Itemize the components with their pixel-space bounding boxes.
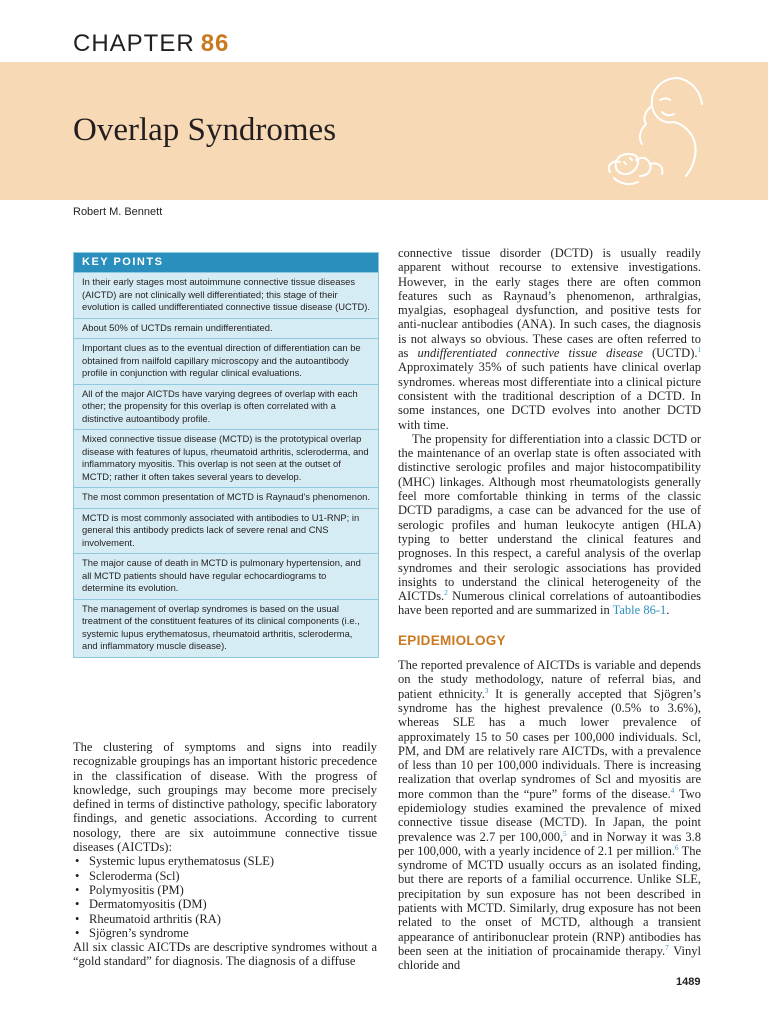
reference-link[interactable]: 6: [675, 843, 679, 852]
key-point-item: In their early stages most autoimmune connective tissue diseases (AICTD) are not clinically well differentiated; this stage of their evolution is called undifferentiated connective tissue disease (UCTD).: [74, 272, 378, 318]
closing-paragraph: All six classic AICTDs are descriptive syndromes without a “gold standard” for diagnosis. The diagnosis of a diffuse: [73, 940, 377, 969]
reference-link[interactable]: 4: [670, 786, 675, 795]
aictd-list: [73, 854, 377, 940]
key-point-item: About 50% of UCTDs remain undifferentiated.: [74, 318, 378, 339]
table-link[interactable]: Table 86-1: [612, 603, 667, 618]
text-run: The syndrome of MCTD usually occurs as an isolated finding, but there are reports of a familial occurrence. Unlike SLE, precipitation by sun exposure has not been described in patients with MCTD. Similarly, drug exposure has not been related to the onset of MCTD, although a transient appearance of antiribonuclear protein (RNP) antibodies has been seen at the initiation of procainamide therapy.: [398, 843, 701, 958]
key-point-item: The management of overlap syndromes is based on the usual treatment of the constituent features of its clinical components (i.e., systemic lupus erythematosus, rheumatoid arthritis, scleroderma, and inflammatory muscle disease).: [74, 599, 378, 657]
paragraph-epidemiology: [398, 658, 701, 973]
text-run: The reported prevalence of AICTDs is variable and depends on the study methodology, nature of referral bias, and patient ethnicity.: [398, 658, 701, 701]
page-title: Overlap Syndromes: [73, 112, 337, 148]
chapter-word: CHAPTER: [73, 30, 195, 57]
title-band: [0, 62, 768, 200]
key-points-box: [73, 252, 379, 658]
reference-link[interactable]: 2: [444, 588, 448, 597]
list-item: • Polymyositis (PM): [73, 883, 377, 897]
text-run: The propensity for differentiation into a classic DCTD or the maintenance of an overlap state is often associated with distinctive serologic profiles and major histocompatibility (MHC) linkages. Although most rheumatologists generally feel more comfortable thinking in terms of the classic DCTD paradigms, a case can be advanced for the use of serologic profiles and human leukocyte antigen (HLA) typing to better understand the clinical features and prognoses. In this respect, a careful analysis of the overlap syndromes and their serologic associations has provided insights to understand the clinical heterogeneity of the AICTDs.: [398, 431, 701, 604]
key-point-item: All of the major AICTDs have varying degrees of overlap with each other; the propensity for this overlap is often correlated with a distinctive autoantibody profile.: [74, 384, 378, 430]
section-heading: EPIDEMIOLOGY: [398, 632, 506, 648]
reference-link[interactable]: 7: [665, 943, 669, 952]
key-point-item: The most common presentation of MCTD is Raynaud’s phenomenon.: [74, 487, 378, 508]
text-run: Two epidemiology studies examined the prevalence of mixed connective tissue disease (MCTD). In Japan, the point prevalence was 2.7 per 100,000,: [398, 786, 701, 844]
list-item: • Rheumatoid arthritis (RA): [73, 912, 377, 926]
reference-link[interactable]: 3: [484, 686, 489, 695]
text-run: .: [666, 603, 670, 618]
text-run: It is generally accepted that Sjögren’s syndrome has the highest prevalence (0.5% to 3.6%), whereas SLE has a much lower prevalence of approximately 15 to 50 cases per 100,000 individuals. Scl, PM, and DM are relatively rare AICTDs, with a prevalence of less than 10 per 100,000 individuals. There is increasing realization that overlap syndromes of Scl and myositis are more common than the “pure” forms of the disease.: [398, 686, 701, 801]
text-run: Numerous clinical correlations of autoantibodies have been reported and are summarized in: [398, 589, 701, 618]
paragraph-dctd: [398, 246, 701, 432]
reference-link[interactable]: 1: [697, 345, 701, 354]
key-point-item: Important clues as to the eventual direction of differentiation can be obtained from nailfold capillary microscopy and the autoantibody profile in conjunction with regular clinical evaluations.: [74, 338, 378, 384]
left-column-text: [73, 740, 377, 969]
chapter-number: 86: [200, 30, 230, 57]
text-run: Approximately 35% of such patients have clinical overlap syndromes. whereas most differentiate into a clinical picture consistent with the traditional description of a DCTD. In some instances, one DCTD evolves into another DCTD with time.: [398, 360, 701, 432]
key-point-item: Mixed connective tissue disease (MCTD) is the prototypical overlap disease with features of lupus, rheumatoid arthritis, scleroderma, and inflammatory myositis. This overlap is not seen at the outset of MCTD; rather it often takes several years to develop.: [74, 429, 378, 487]
right-column-text: [398, 246, 701, 973]
list-item: • Systemic lupus erythematosus (SLE): [73, 854, 377, 868]
text-run: connective tissue disorder (DCTD) is usually readily apparent without recourse to extensive investigations. However, in the early stages there are often common features such as Raynaud’s phenomenon, arthralgias, myalgias, esophageal dysfunction, and positive tests for anti-nuclear antibodies (ANA). In such cases, the diagnosis is not always so obvious. These cases are often referred to as: [398, 246, 701, 361]
list-item: • Dermatomyositis (DM): [73, 897, 377, 911]
italic-term: undifferentiated connective tissue disease: [417, 346, 643, 361]
key-point-item: The major cause of death in MCTD is pulmonary hypertension, and all MCTD patients should have regular echocardiograms to determine its evolution.: [74, 553, 378, 599]
key-points-heading: KEY POINTS: [74, 253, 378, 272]
paragraph-propensity: [398, 432, 701, 618]
list-item: • Scleroderma (Scl): [73, 869, 377, 883]
chapter-label: [73, 30, 229, 58]
text-run: Vinyl chloride and: [398, 943, 702, 973]
key-point-item: MCTD is most commonly associated with antibodies to U1-RNP; in general this antibody predicts lack of severe renal and CNS involvement.: [74, 508, 378, 554]
list-item: • Sjögren’s syndrome: [73, 926, 377, 940]
intro-paragraph: The clustering of symptoms and signs into readily recognizable groupings has an important historic precedence in the classification of disease. With the progress of knowledge, such groupings may become more precisely defined in terms of distinctive pathology, specific laboratory findings, and genetic associations. According to current nosology, there are six autoimmune connective tissue diseases (AICTDs):: [73, 740, 377, 855]
author-name: Robert M. Bennett: [73, 206, 163, 218]
text-run: and in Norway it was 3.8 per 100,000, with a yearly incidence of 2.1 per million.: [398, 829, 701, 858]
reference-link[interactable]: 5: [563, 829, 567, 838]
page-number: 1489: [676, 976, 701, 988]
text-run: (UCTD).: [642, 346, 698, 361]
chapter-illustration-icon: [590, 66, 715, 196]
